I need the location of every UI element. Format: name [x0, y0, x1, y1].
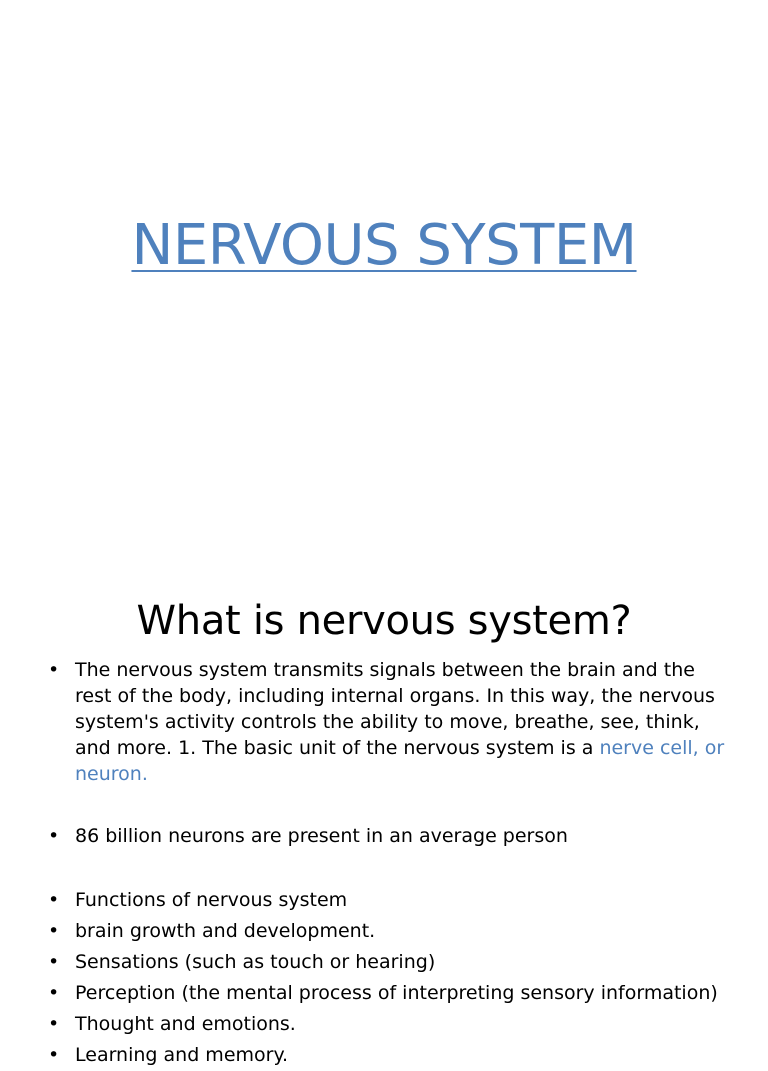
list-item-text: Learning and memory.	[75, 1044, 289, 1066]
list-item-text: The nervous system transmits signals between the brain and the rest of the body, including internal organs. In this way, the nervous system's activity controls the ability to move, breathe, see, think, and more. 1. The basic unit of the nervous system is a	[75, 659, 715, 759]
bullet-icon: •	[48, 659, 60, 681]
list-item	[48, 1040, 728, 1071]
bullet-icon: •	[48, 982, 60, 1004]
slide-title-link[interactable]: NERVOUS SYSTEM	[131, 213, 637, 278]
neuron-link[interactable]: nerve cell, or neuron.	[75, 737, 725, 785]
section-heading: What is nervous system?	[136, 598, 632, 644]
list-item	[48, 823, 728, 849]
list-item-text: Perception (the mental process of interpreting sensory information)	[75, 982, 718, 1004]
bullet-icon: •	[48, 825, 60, 847]
slide-title	[0, 212, 768, 280]
bullet-icon: •	[48, 1013, 60, 1035]
bullet-list	[48, 657, 728, 1071]
list-item	[48, 885, 728, 916]
list-item	[48, 1009, 728, 1040]
bullet-icon: •	[48, 920, 60, 942]
list-item	[48, 916, 728, 947]
bullet-icon: •	[48, 951, 60, 973]
list-item-text: Functions of nervous system	[75, 889, 348, 911]
list-item	[48, 657, 728, 787]
list-item-text: Thought and emotions.	[75, 1013, 296, 1035]
list-item-text: Sensations (such as touch or hearing)	[75, 951, 436, 973]
list-item-text: 86 billion neurons are present in an average person	[75, 825, 568, 847]
list-item	[48, 947, 728, 978]
bullet-icon: •	[48, 889, 60, 911]
bullet-icon: •	[48, 1044, 60, 1066]
list-item-text: brain growth and development.	[75, 920, 376, 942]
list-item	[48, 978, 728, 1009]
